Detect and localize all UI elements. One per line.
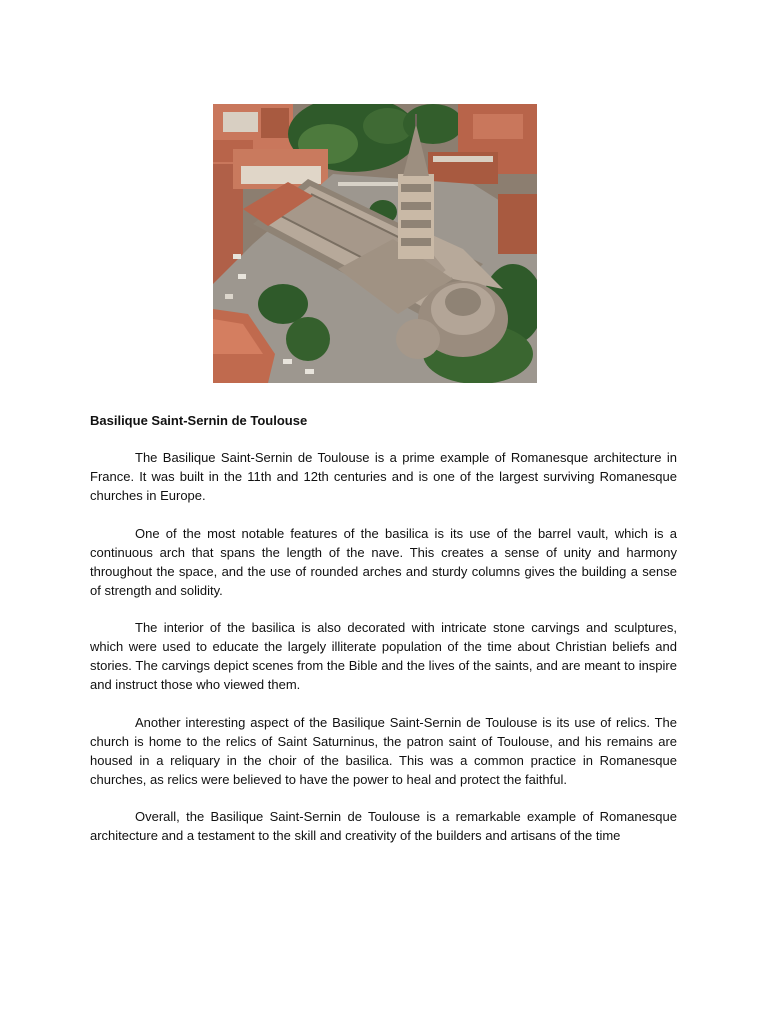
paragraph-3: The interior of the basilica is also decorated with intricate stone carvings and sculptures, which were used to educate the largely illiterate population of the time about Christian beliefs and stories. The carvings depict scenes from the Bible and the lives of the saints, and are meant to inspire and instruct those who viewed them.: [90, 620, 677, 692]
document-title: Basilique Saint-Sernin de Toulouse: [90, 413, 308, 428]
paragraph-1: The Basilique Saint-Sernin de Toulouse is a prime example of Romanesque architecture in France. It was built in the 11th and 12th centuries and is one of the largest surviving Romanesque churches in Europe.: [90, 450, 677, 503]
basilica-aerial-photo: [213, 104, 537, 383]
paragraph-4: Another interesting aspect of the Basilique Saint-Sernin de Toulouse is its use of relics. The church is home to the relics of Saint Saturninus, the patron saint of Toulouse, and his remains are housed in a reliquary in the choir of the basilica. This was a common practice in Romanesque churches, as relics were believed to have the power to heal and protect the faithful.: [90, 714, 677, 787]
paragraph-5: Overall, the Basilique Saint-Sernin de Toulouse is a remarkable example of Romanesque architecture and a testament to the skill and creativity of the builders and artisans of the time: [90, 809, 677, 843]
document-body: [90, 448, 677, 864]
paragraph-2: One of the most notable features of the basilica is its use of the barrel vault, which is a continuous arch that spans the length of the nave. This creates a sense of unity and harmony throughout the space, and the use of rounded arches and sturdy columns gives the building a sense of strength and solidity.: [90, 525, 677, 598]
